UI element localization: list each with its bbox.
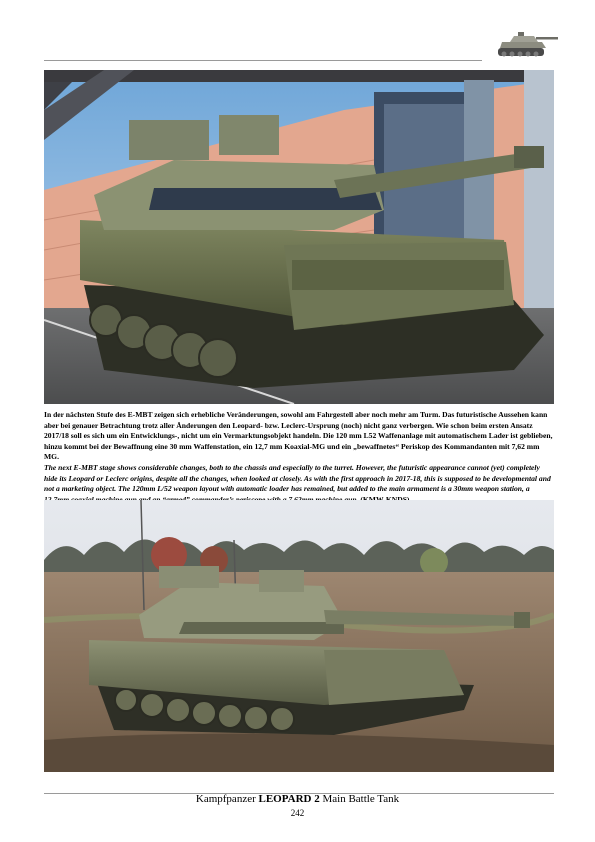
page-number: 242	[290, 808, 305, 818]
footer-title-bold: LEOPARD 2	[258, 793, 320, 805]
caption-english-text: The next E-MBT stage shows considerable changes, both to the chassis and especially to the turret. However, the futuristic appearance cannot (yet) completely hide its Leopard or Leclerc origins, despite all the changes, when looked at closely. As with the first approach in 2017-18, this is supposed to be developmental and not a marketing object. The 120mm L/52 weapon layout with automatic loader has remained, but added to the main armament is a 30mm weapon station, a	[44, 462, 551, 494]
photo-caption	[44, 410, 554, 505]
running-footer	[0, 793, 595, 806]
caption-english	[44, 463, 554, 505]
footer-suffix: Main Battle Tank	[319, 793, 400, 805]
bottom-tank-photo	[44, 500, 554, 772]
header-rule	[44, 60, 482, 61]
top-tank-photo	[44, 70, 554, 404]
caption-german: In der nächsten Stufe des E-MBT zeigen sich erhebliche Veränderungen, sowohl am Fahrgestell aber noch mehr am Turm. Das futuristische Aussehen kann aber bei genauer Betrachtung trotz aller Änderungen den Leopard- bzw. Leclerc-Ursprung (noch) nicht ganz verbergen. Wie schon beim ersten Ansatz 2017/18 soll es sich um ein Entwicklungs-, nicht um ein Vermarktungsobjekt handeln. Die 120 mm L52 Waffenanlage mit automatischem Lader ist geblieben, hinzu kommt bei der Bewaffnung eine 30 mm Waffenstation, ein 12,7 mm Koaxial-MG und ein „bewaffnetes“ Periskop des Kommandanten mit 7,62 mm MG.	[44, 410, 553, 462]
footer-prefix: Kampfpanzer	[195, 793, 259, 805]
header-tank-icon	[494, 28, 560, 60]
